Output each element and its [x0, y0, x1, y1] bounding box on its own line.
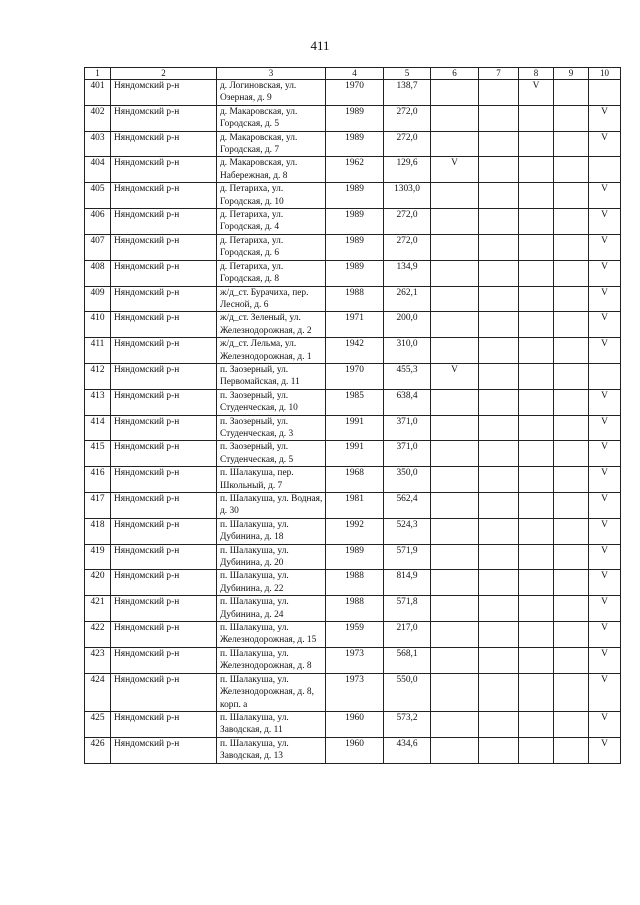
district-cell: Няндомский р-н — [111, 131, 217, 157]
mark-col9-cell — [554, 544, 589, 570]
mark-col7-cell — [479, 157, 519, 183]
row-number: 425 — [85, 711, 111, 737]
district-cell: Няндомский р-н — [111, 80, 217, 106]
mark-col7-cell — [479, 711, 519, 737]
mark-col10-cell: V — [589, 415, 621, 441]
mark-col9-cell — [554, 441, 589, 467]
mark-col8-cell — [519, 544, 554, 570]
mark-col9-cell — [554, 596, 589, 622]
year-cell: 1959 — [326, 622, 384, 648]
table-row — [85, 338, 621, 364]
mark-col8-cell — [519, 467, 554, 493]
year-cell: 1988 — [326, 596, 384, 622]
mark-col6-cell: V — [431, 363, 479, 389]
mark-col10-cell — [589, 363, 621, 389]
column-header: 6 — [431, 68, 479, 80]
year-cell: 1973 — [326, 647, 384, 673]
address-cell: п. Заозерный, ул. Студенческая, д. 3 — [217, 415, 326, 441]
area-cell: 272,0 — [384, 234, 431, 260]
district-cell: Няндомский р-н — [111, 209, 217, 235]
address-cell: ж/д_ст. Лельма, ул. Железнодорожная, д. 1 — [217, 338, 326, 364]
mark-col9-cell — [554, 363, 589, 389]
mark-col9-cell — [554, 131, 589, 157]
area-cell: 434,6 — [384, 737, 431, 763]
mark-col9-cell — [554, 260, 589, 286]
mark-col10-cell: V — [589, 737, 621, 763]
mark-col8-cell — [519, 647, 554, 673]
district-cell: Няндомский р-н — [111, 338, 217, 364]
address-cell: д. Петариха, ул. Городская, д. 4 — [217, 209, 326, 235]
table-row — [85, 389, 621, 415]
address-cell: п. Шалакуша, ул. Железнодорожная, д. 8, корп. а — [217, 673, 326, 711]
mark-col6-cell — [431, 286, 479, 312]
table-row — [85, 544, 621, 570]
mark-col8-cell — [519, 183, 554, 209]
column-header: 4 — [326, 68, 384, 80]
row-number: 421 — [85, 596, 111, 622]
mark-col6-cell — [431, 260, 479, 286]
mark-col6-cell — [431, 389, 479, 415]
column-header: 7 — [479, 68, 519, 80]
row-number: 415 — [85, 441, 111, 467]
year-cell: 1962 — [326, 157, 384, 183]
mark-col7-cell — [479, 647, 519, 673]
table-row — [85, 673, 621, 711]
area-cell: 272,0 — [384, 105, 431, 131]
row-number: 407 — [85, 234, 111, 260]
area-cell: 129,6 — [384, 157, 431, 183]
mark-col9-cell — [554, 493, 589, 519]
row-number: 426 — [85, 737, 111, 763]
mark-col8-cell — [519, 234, 554, 260]
table-row — [85, 209, 621, 235]
area-cell: 371,0 — [384, 415, 431, 441]
mark-col6-cell — [431, 493, 479, 519]
mark-col9-cell — [554, 209, 589, 235]
mark-col10-cell: V — [589, 338, 621, 364]
header-row — [85, 68, 621, 80]
column-header: 3 — [217, 68, 326, 80]
district-cell: Няндомский р-н — [111, 286, 217, 312]
area-cell: 814,9 — [384, 570, 431, 596]
year-cell: 1992 — [326, 518, 384, 544]
district-cell: Няндомский р-н — [111, 183, 217, 209]
mark-col6-cell — [431, 441, 479, 467]
table-row — [85, 363, 621, 389]
year-cell: 1971 — [326, 312, 384, 338]
area-cell: 310,0 — [384, 338, 431, 364]
mark-col6-cell — [431, 518, 479, 544]
mark-col8-cell — [519, 596, 554, 622]
mark-col7-cell — [479, 131, 519, 157]
row-number: 423 — [85, 647, 111, 673]
area-cell: 200,0 — [384, 312, 431, 338]
mark-col10-cell: V — [589, 518, 621, 544]
table-row — [85, 570, 621, 596]
mark-col8-cell — [519, 260, 554, 286]
area-cell: 272,0 — [384, 131, 431, 157]
address-cell: п. Шалакуша, ул. Дубинина, д. 22 — [217, 570, 326, 596]
mark-col7-cell — [479, 286, 519, 312]
year-cell: 1960 — [326, 737, 384, 763]
table-row — [85, 157, 621, 183]
mark-col8-cell: V — [519, 80, 554, 106]
row-number: 406 — [85, 209, 111, 235]
mark-col8-cell — [519, 673, 554, 711]
area-cell: 455,3 — [384, 363, 431, 389]
area-cell: 272,0 — [384, 209, 431, 235]
mark-col7-cell — [479, 209, 519, 235]
address-cell: п. Шалакуша, ул. Дубинина, д. 18 — [217, 518, 326, 544]
district-cell: Няндомский р-н — [111, 363, 217, 389]
mark-col7-cell — [479, 260, 519, 286]
mark-col9-cell — [554, 737, 589, 763]
area-cell: 550,0 — [384, 673, 431, 711]
district-cell: Няндомский р-н — [111, 493, 217, 519]
mark-col10-cell: V — [589, 493, 621, 519]
district-cell: Няндомский р-н — [111, 596, 217, 622]
mark-col9-cell — [554, 518, 589, 544]
year-cell: 1988 — [326, 286, 384, 312]
mark-col10-cell: V — [589, 596, 621, 622]
address-cell: д. Макаровская, ул. Городская, д. 7 — [217, 131, 326, 157]
district-cell: Няндомский р-н — [111, 711, 217, 737]
mark-col9-cell — [554, 157, 589, 183]
column-header: 8 — [519, 68, 554, 80]
mark-col8-cell — [519, 570, 554, 596]
mark-col8-cell — [519, 493, 554, 519]
mark-col9-cell — [554, 389, 589, 415]
table-row — [85, 260, 621, 286]
mark-col6-cell — [431, 596, 479, 622]
district-cell: Няндомский р-н — [111, 157, 217, 183]
mark-col10-cell: V — [589, 312, 621, 338]
mark-col6-cell — [431, 673, 479, 711]
mark-col8-cell — [519, 518, 554, 544]
district-cell: Няндомский р-н — [111, 389, 217, 415]
mark-col6-cell — [431, 209, 479, 235]
area-cell: 573,2 — [384, 711, 431, 737]
mark-col10-cell: V — [589, 544, 621, 570]
address-cell: п. Заозерный, ул. Студенческая, д. 5 — [217, 441, 326, 467]
table-row — [85, 493, 621, 519]
mark-col8-cell — [519, 415, 554, 441]
column-header: 5 — [384, 68, 431, 80]
mark-col6-cell — [431, 570, 479, 596]
district-cell: Няндомский р-н — [111, 441, 217, 467]
year-cell: 1942 — [326, 338, 384, 364]
mark-col9-cell — [554, 711, 589, 737]
mark-col6-cell — [431, 544, 479, 570]
mark-col10-cell: V — [589, 286, 621, 312]
mark-col8-cell — [519, 157, 554, 183]
mark-col9-cell — [554, 415, 589, 441]
mark-col9-cell — [554, 183, 589, 209]
row-number: 422 — [85, 622, 111, 648]
area-cell: 262,1 — [384, 286, 431, 312]
mark-col7-cell — [479, 312, 519, 338]
mark-col8-cell — [519, 338, 554, 364]
table-row — [85, 647, 621, 673]
table-row — [85, 312, 621, 338]
address-cell: ж/д_ст. Бурачиха, пер. Лесной, д. 6 — [217, 286, 326, 312]
district-cell: Няндомский р-н — [111, 105, 217, 131]
address-cell: п. Заозерный, ул. Студенческая, д. 10 — [217, 389, 326, 415]
table-row — [85, 183, 621, 209]
mark-col10-cell — [589, 80, 621, 106]
mark-col7-cell — [479, 389, 519, 415]
area-cell: 524,3 — [384, 518, 431, 544]
mark-col6-cell — [431, 647, 479, 673]
mark-col7-cell — [479, 234, 519, 260]
mark-col8-cell — [519, 389, 554, 415]
year-cell: 1985 — [326, 389, 384, 415]
row-number: 402 — [85, 105, 111, 131]
address-cell: ж/д_ст. Зеленый, ул. Железнодорожная, д. 2 — [217, 312, 326, 338]
address-cell: д. Логиновская, ул. Озерная, д. 9 — [217, 80, 326, 106]
mark-col6-cell — [431, 622, 479, 648]
row-number: 404 — [85, 157, 111, 183]
row-number: 411 — [85, 338, 111, 364]
row-number: 410 — [85, 312, 111, 338]
mark-col10-cell: V — [589, 183, 621, 209]
district-cell: Няндомский р-н — [111, 544, 217, 570]
year-cell: 1970 — [326, 363, 384, 389]
district-cell: Няндомский р-н — [111, 467, 217, 493]
area-cell: 571,9 — [384, 544, 431, 570]
row-number: 401 — [85, 80, 111, 106]
area-cell: 134,9 — [384, 260, 431, 286]
address-cell: д. Петариха, ул. Городская, д. 8 — [217, 260, 326, 286]
mark-col6-cell — [431, 105, 479, 131]
row-number: 408 — [85, 260, 111, 286]
row-number: 412 — [85, 363, 111, 389]
district-cell: Няндомский р-н — [111, 622, 217, 648]
area-cell: 350,0 — [384, 467, 431, 493]
district-cell: Няндомский р-н — [111, 673, 217, 711]
mark-col10-cell: V — [589, 711, 621, 737]
district-cell: Няндомский р-н — [111, 518, 217, 544]
table-row — [85, 622, 621, 648]
year-cell: 1989 — [326, 209, 384, 235]
address-cell: п. Шалакуша, пер. Школьный, д. 7 — [217, 467, 326, 493]
mark-col8-cell — [519, 105, 554, 131]
year-cell: 1989 — [326, 131, 384, 157]
row-number: 409 — [85, 286, 111, 312]
mark-col7-cell — [479, 737, 519, 763]
address-cell: п. Шалакуша, ул. Заводская, д. 13 — [217, 737, 326, 763]
mark-col8-cell — [519, 622, 554, 648]
row-number: 418 — [85, 518, 111, 544]
mark-col10-cell — [589, 157, 621, 183]
row-number: 420 — [85, 570, 111, 596]
table-row — [85, 467, 621, 493]
mark-col10-cell: V — [589, 622, 621, 648]
year-cell: 1991 — [326, 441, 384, 467]
mark-col6-cell — [431, 711, 479, 737]
housing-register-table — [84, 67, 621, 764]
mark-col8-cell — [519, 737, 554, 763]
mark-col7-cell — [479, 183, 519, 209]
mark-col7-cell — [479, 80, 519, 106]
address-cell: д. Макаровская, ул. Набережная, д. 8 — [217, 157, 326, 183]
row-number: 413 — [85, 389, 111, 415]
row-number: 405 — [85, 183, 111, 209]
mark-col10-cell: V — [589, 209, 621, 235]
row-number: 417 — [85, 493, 111, 519]
year-cell: 1989 — [326, 544, 384, 570]
table-row — [85, 415, 621, 441]
mark-col7-cell — [479, 105, 519, 131]
address-cell: д. Петариха, ул. Городская, д. 10 — [217, 183, 326, 209]
address-cell: п. Шалакуша, ул. Дубинина, д. 24 — [217, 596, 326, 622]
column-header: 9 — [554, 68, 589, 80]
mark-col9-cell — [554, 338, 589, 364]
mark-col6-cell — [431, 415, 479, 441]
table-row — [85, 518, 621, 544]
mark-col9-cell — [554, 570, 589, 596]
mark-col8-cell — [519, 209, 554, 235]
table-row — [85, 441, 621, 467]
area-cell: 138,7 — [384, 80, 431, 106]
mark-col10-cell: V — [589, 673, 621, 711]
mark-col10-cell: V — [589, 389, 621, 415]
table-row — [85, 596, 621, 622]
mark-col6-cell — [431, 183, 479, 209]
mark-col7-cell — [479, 596, 519, 622]
mark-col9-cell — [554, 312, 589, 338]
mark-col7-cell — [479, 518, 519, 544]
table-row — [85, 80, 621, 106]
mark-col10-cell: V — [589, 570, 621, 596]
column-header: 1 — [85, 68, 111, 80]
year-cell: 1968 — [326, 467, 384, 493]
table-row — [85, 711, 621, 737]
row-number: 424 — [85, 673, 111, 711]
year-cell: 1981 — [326, 493, 384, 519]
year-cell: 1989 — [326, 234, 384, 260]
year-cell: 1973 — [326, 673, 384, 711]
mark-col9-cell — [554, 622, 589, 648]
year-cell: 1989 — [326, 260, 384, 286]
table-row — [85, 737, 621, 763]
mark-col7-cell — [479, 673, 519, 711]
address-cell: п. Шалакуша, ул. Железнодорожная, д. 8 — [217, 647, 326, 673]
year-cell: 1991 — [326, 415, 384, 441]
row-number: 414 — [85, 415, 111, 441]
year-cell: 1989 — [326, 183, 384, 209]
table-row — [85, 105, 621, 131]
mark-col6-cell — [431, 737, 479, 763]
mark-col7-cell — [479, 544, 519, 570]
address-cell: п. Шалакуша, ул. Железнодорожная, д. 15 — [217, 622, 326, 648]
mark-col9-cell — [554, 286, 589, 312]
area-cell: 571,8 — [384, 596, 431, 622]
district-cell: Няндомский р-н — [111, 260, 217, 286]
mark-col10-cell: V — [589, 131, 621, 157]
row-number: 416 — [85, 467, 111, 493]
mark-col8-cell — [519, 363, 554, 389]
address-cell: д. Петариха, ул. Городская, д. 6 — [217, 234, 326, 260]
year-cell: 1989 — [326, 105, 384, 131]
mark-col9-cell — [554, 234, 589, 260]
mark-col6-cell: V — [431, 157, 479, 183]
area-cell: 1303,0 — [384, 183, 431, 209]
mark-col6-cell — [431, 131, 479, 157]
mark-col9-cell — [554, 647, 589, 673]
district-cell: Няндомский р-н — [111, 737, 217, 763]
address-cell: п. Шалакуша, ул. Дубинина, д. 20 — [217, 544, 326, 570]
table-row — [85, 131, 621, 157]
page-number: 411 — [310, 38, 330, 53]
mark-col9-cell — [554, 105, 589, 131]
mark-col6-cell — [431, 312, 479, 338]
column-header: 10 — [589, 68, 621, 80]
mark-col10-cell: V — [589, 467, 621, 493]
area-cell: 371,0 — [384, 441, 431, 467]
mark-col8-cell — [519, 441, 554, 467]
year-cell: 1970 — [326, 80, 384, 106]
area-cell: 217,0 — [384, 622, 431, 648]
address-cell: п. Шалакуша, ул. Заводская, д. 11 — [217, 711, 326, 737]
mark-col6-cell — [431, 338, 479, 364]
mark-col10-cell: V — [589, 105, 621, 131]
mark-col6-cell — [431, 467, 479, 493]
table-row — [85, 286, 621, 312]
row-number: 419 — [85, 544, 111, 570]
row-number: 403 — [85, 131, 111, 157]
district-cell: Няндомский р-н — [111, 234, 217, 260]
column-header: 2 — [111, 68, 217, 80]
mark-col10-cell: V — [589, 260, 621, 286]
area-cell: 568,1 — [384, 647, 431, 673]
mark-col7-cell — [479, 415, 519, 441]
mark-col8-cell — [519, 286, 554, 312]
mark-col7-cell — [479, 441, 519, 467]
district-cell: Няндомский р-н — [111, 570, 217, 596]
mark-col7-cell — [479, 622, 519, 648]
mark-col9-cell — [554, 80, 589, 106]
district-cell: Няндомский р-н — [111, 312, 217, 338]
address-cell: п. Заозерный, ул. Первомайская, д. 11 — [217, 363, 326, 389]
mark-col7-cell — [479, 493, 519, 519]
mark-col8-cell — [519, 131, 554, 157]
mark-col7-cell — [479, 570, 519, 596]
mark-col9-cell — [554, 673, 589, 711]
mark-col10-cell: V — [589, 441, 621, 467]
mark-col10-cell: V — [589, 647, 621, 673]
mark-col9-cell — [554, 467, 589, 493]
mark-col6-cell — [431, 234, 479, 260]
district-cell: Няндомский р-н — [111, 647, 217, 673]
year-cell: 1960 — [326, 711, 384, 737]
area-cell: 638,4 — [384, 389, 431, 415]
mark-col6-cell — [431, 80, 479, 106]
mark-col7-cell — [479, 338, 519, 364]
mark-col10-cell: V — [589, 234, 621, 260]
address-cell: д. Макаровская, ул. Городская, д. 5 — [217, 105, 326, 131]
mark-col8-cell — [519, 312, 554, 338]
year-cell: 1988 — [326, 570, 384, 596]
address-cell: п. Шалакуша, ул. Водная, д. 30 — [217, 493, 326, 519]
mark-col7-cell — [479, 467, 519, 493]
mark-col7-cell — [479, 363, 519, 389]
area-cell: 562,4 — [384, 493, 431, 519]
table-row — [85, 234, 621, 260]
mark-col8-cell — [519, 711, 554, 737]
district-cell: Няндомский р-н — [111, 415, 217, 441]
